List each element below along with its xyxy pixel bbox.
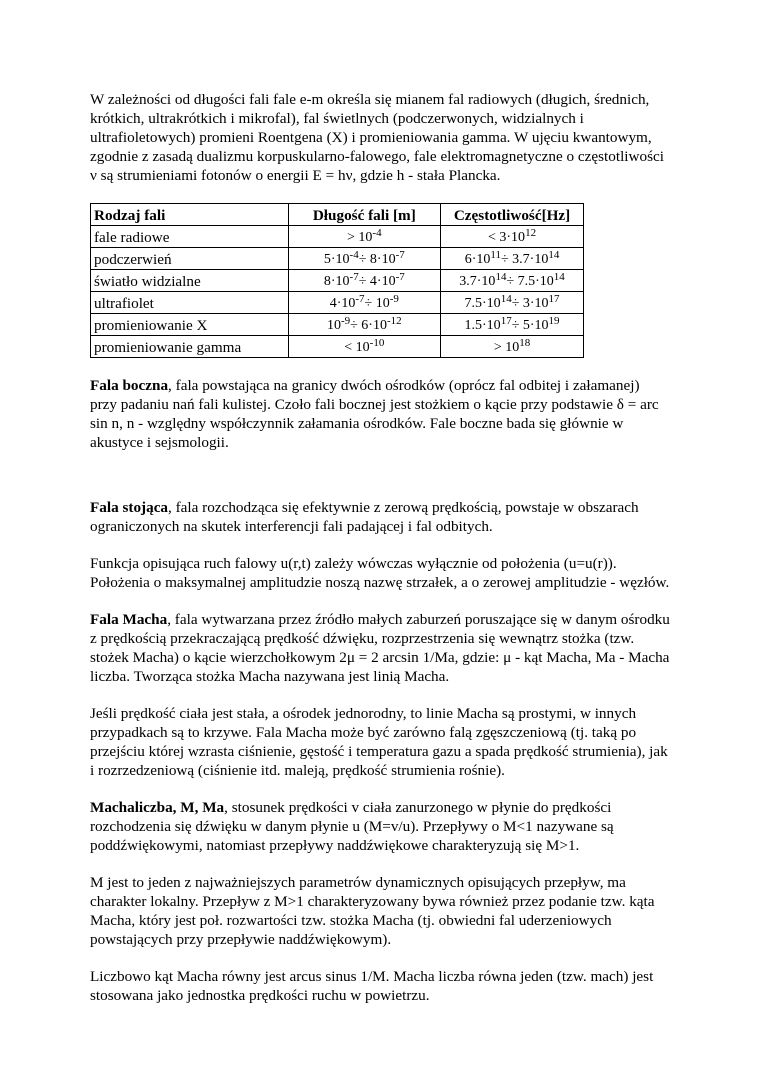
cell-wavelength: $5\cdot 10^{-4}\div 8\cdot 10^{-7}$ xyxy=(288,248,441,270)
table-row xyxy=(91,248,584,270)
jesli-paragraph: Jeśli prędkość ciała jest stała, a ośrodek jednorodny, to linie Macha są prostymi, w innych przypadkach są to krzywe. Fala Macha może być zarówno falą zgęszczeniową (tj. taką po przejściu której wzrasta ciśnienie, gęstość i temperatura gazu a spada prędkość strumienia), jak i rozrzedzeniową (ciśnienie itd. maleją, prędkość strumienia rośnie). xyxy=(90,705,668,779)
machaliczba-text: , stosunek prędkości v ciała zanurzonego w płynie do prędkości rozchodzenia się dźwięku w danym płynie u (M=v/u). Przepływy o M<1 nazywane są poddźwiękowymi, natomiast przepływy naddźwiękowe charakteryzują się M>1. xyxy=(90,799,614,854)
cell-wavelength: > $10^{-4}$ xyxy=(288,226,441,248)
table-row xyxy=(91,292,584,314)
machaliczba-paragraph xyxy=(90,798,670,855)
wave-table xyxy=(90,203,584,358)
cell-wave-type: światło widzialne xyxy=(91,270,289,292)
fala-stojaca-paragraph xyxy=(90,498,670,536)
header-wave-type: Rodzaj fali xyxy=(91,204,289,226)
cell-wave-type: promieniowanie gamma xyxy=(91,336,289,358)
cell-wavelength: $4\cdot 10^{-7}\div 10^{-9}$ xyxy=(288,292,441,314)
fala-macha-paragraph xyxy=(90,610,670,686)
term-m: M xyxy=(180,799,195,816)
cell-wavelength: $10^{-9}\div 6\cdot 10^{-12}$ xyxy=(288,314,441,336)
term-sep-2: , xyxy=(194,799,203,816)
term-machaliczba: Machaliczba xyxy=(90,799,173,816)
cell-frequency: $1.5\cdot 10^{17}\div 5\cdot 10^{19}$ xyxy=(441,314,584,336)
header-frequency: Częstotliwość[Hz] xyxy=(441,204,584,226)
cell-wave-type: podczerwień xyxy=(91,248,289,270)
cell-frequency: > $10^{18}$ xyxy=(441,336,584,358)
funkcja-paragraph: Funkcja opisująca ruch falowy u(r,t) zależy wówczas wyłącznie od położenia (u=u(r)). Położenia o maksymalnej amplitudzie noszą nazwę strzałek, a o zerowej amplitudzie - węzłów. xyxy=(90,555,670,591)
cell-frequency: $7.5\cdot 10^{14}\div 3\cdot 10^{17}$ xyxy=(441,292,584,314)
table-row xyxy=(91,314,584,336)
cell-wave-type: ultrafiolet xyxy=(91,292,289,314)
m-jest-paragraph: M jest to jeden z najważniejszych parametrów dynamicznych opisujących przepływ, ma charakter lokalny. Przepływ z M>1 charakteryzowany bywa również przez podanie tzw. kąta Macha, który jest poł. rozwartości tzw. stożka Macha (tj. obwiedni fal uderzeniowych powstających przy przepływie naddźwiękowym). xyxy=(90,874,655,948)
document-page xyxy=(90,90,670,1005)
term-sep-1: , xyxy=(172,799,181,816)
cell-frequency: < $3\cdot 10^{12}$ xyxy=(441,226,584,248)
term-fala-stojaca: Fala stojąca xyxy=(90,499,169,516)
term-fala-boczna: Fala boczna xyxy=(90,377,169,394)
table-row xyxy=(91,336,584,358)
liczbowo-paragraph: Liczbowo kąt Macha równy jest arcus sinus 1/M. Macha liczba równa jeden (tzw. mach) jest stosowana jako jednostka prędkości ruchu w powietrzu. xyxy=(90,968,654,1004)
fala-stojaca-text: , fala rozchodząca się efektywnie z zerową prędkością, powstaje w obszarach ograniczonych na skutek interferencji fali padającej i fal odbitych. xyxy=(90,499,639,535)
cell-wavelength: < $10^{-10}$ xyxy=(288,336,441,358)
fala-macha-text: , fala wytwarzana przez źródło małych zaburzeń poruszające się w danym ośrodku z prędkością przekraczającą prędkość dźwięku, rozprzestrzenia się wewnątrz stożka (tzw. stożek Macha) o kącie wierzchołkowym 2μ = 2 arcsin 1/Ma, gdzie: μ - kąt Macha, Ma - Macha liczba. Tworząca stożka Macha nazywana jest linią Macha. xyxy=(90,611,670,685)
cell-wave-type: promieniowanie X xyxy=(91,314,289,336)
table-header-row xyxy=(91,204,584,226)
term-fala-macha: Fala Macha xyxy=(90,611,168,628)
table-row xyxy=(91,226,584,248)
header-wavelength: Długość fali [m] xyxy=(288,204,441,226)
cell-frequency: $3.7\cdot 10^{14}\div 7.5\cdot 10^{14}$ xyxy=(441,270,584,292)
intro-paragraph: W zależności od długości fali fale e-m określa się mianem fal radiowych (długich, średnich, krótkich, ultrakrótkich i mikrofal), fal świetlnych (podczerwonych, widzialnych i ultrafioletowych) promieni Roentgena (X) i promieniowania gamma. W ujęciu kwantowym, zgodnie z zasadą dualizmu korpuskularno-falowego, fale elektromagnetyczne o częstotliwości ν są strumieniami fotonów o energii E = hν, gdzie h - stała Plancka. xyxy=(90,91,664,184)
fala-boczna-text: , fala powstająca na granicy dwóch ośrodków (oprócz fal odbitej i załamanej) przy padaniu nań fali kulistej. Czoło fali bocznej jest stożkiem o kącie przy podstawie δ = arc sin n, n - względny współczynnik załamania ośrodków. Fale boczne bada się głównie w akustyce i sejsmologii. xyxy=(90,377,659,451)
table-row xyxy=(91,270,584,292)
cell-frequency: $6\cdot 10^{11}\div 3.7\cdot 10^{14}$ xyxy=(441,248,584,270)
cell-wave-type: fale radiowe xyxy=(91,226,289,248)
term-ma: Ma xyxy=(202,799,225,816)
cell-wavelength: $8\cdot 10^{-7}\div 4\cdot 10^{-7}$ xyxy=(288,270,441,292)
fala-boczna-paragraph xyxy=(90,376,670,452)
